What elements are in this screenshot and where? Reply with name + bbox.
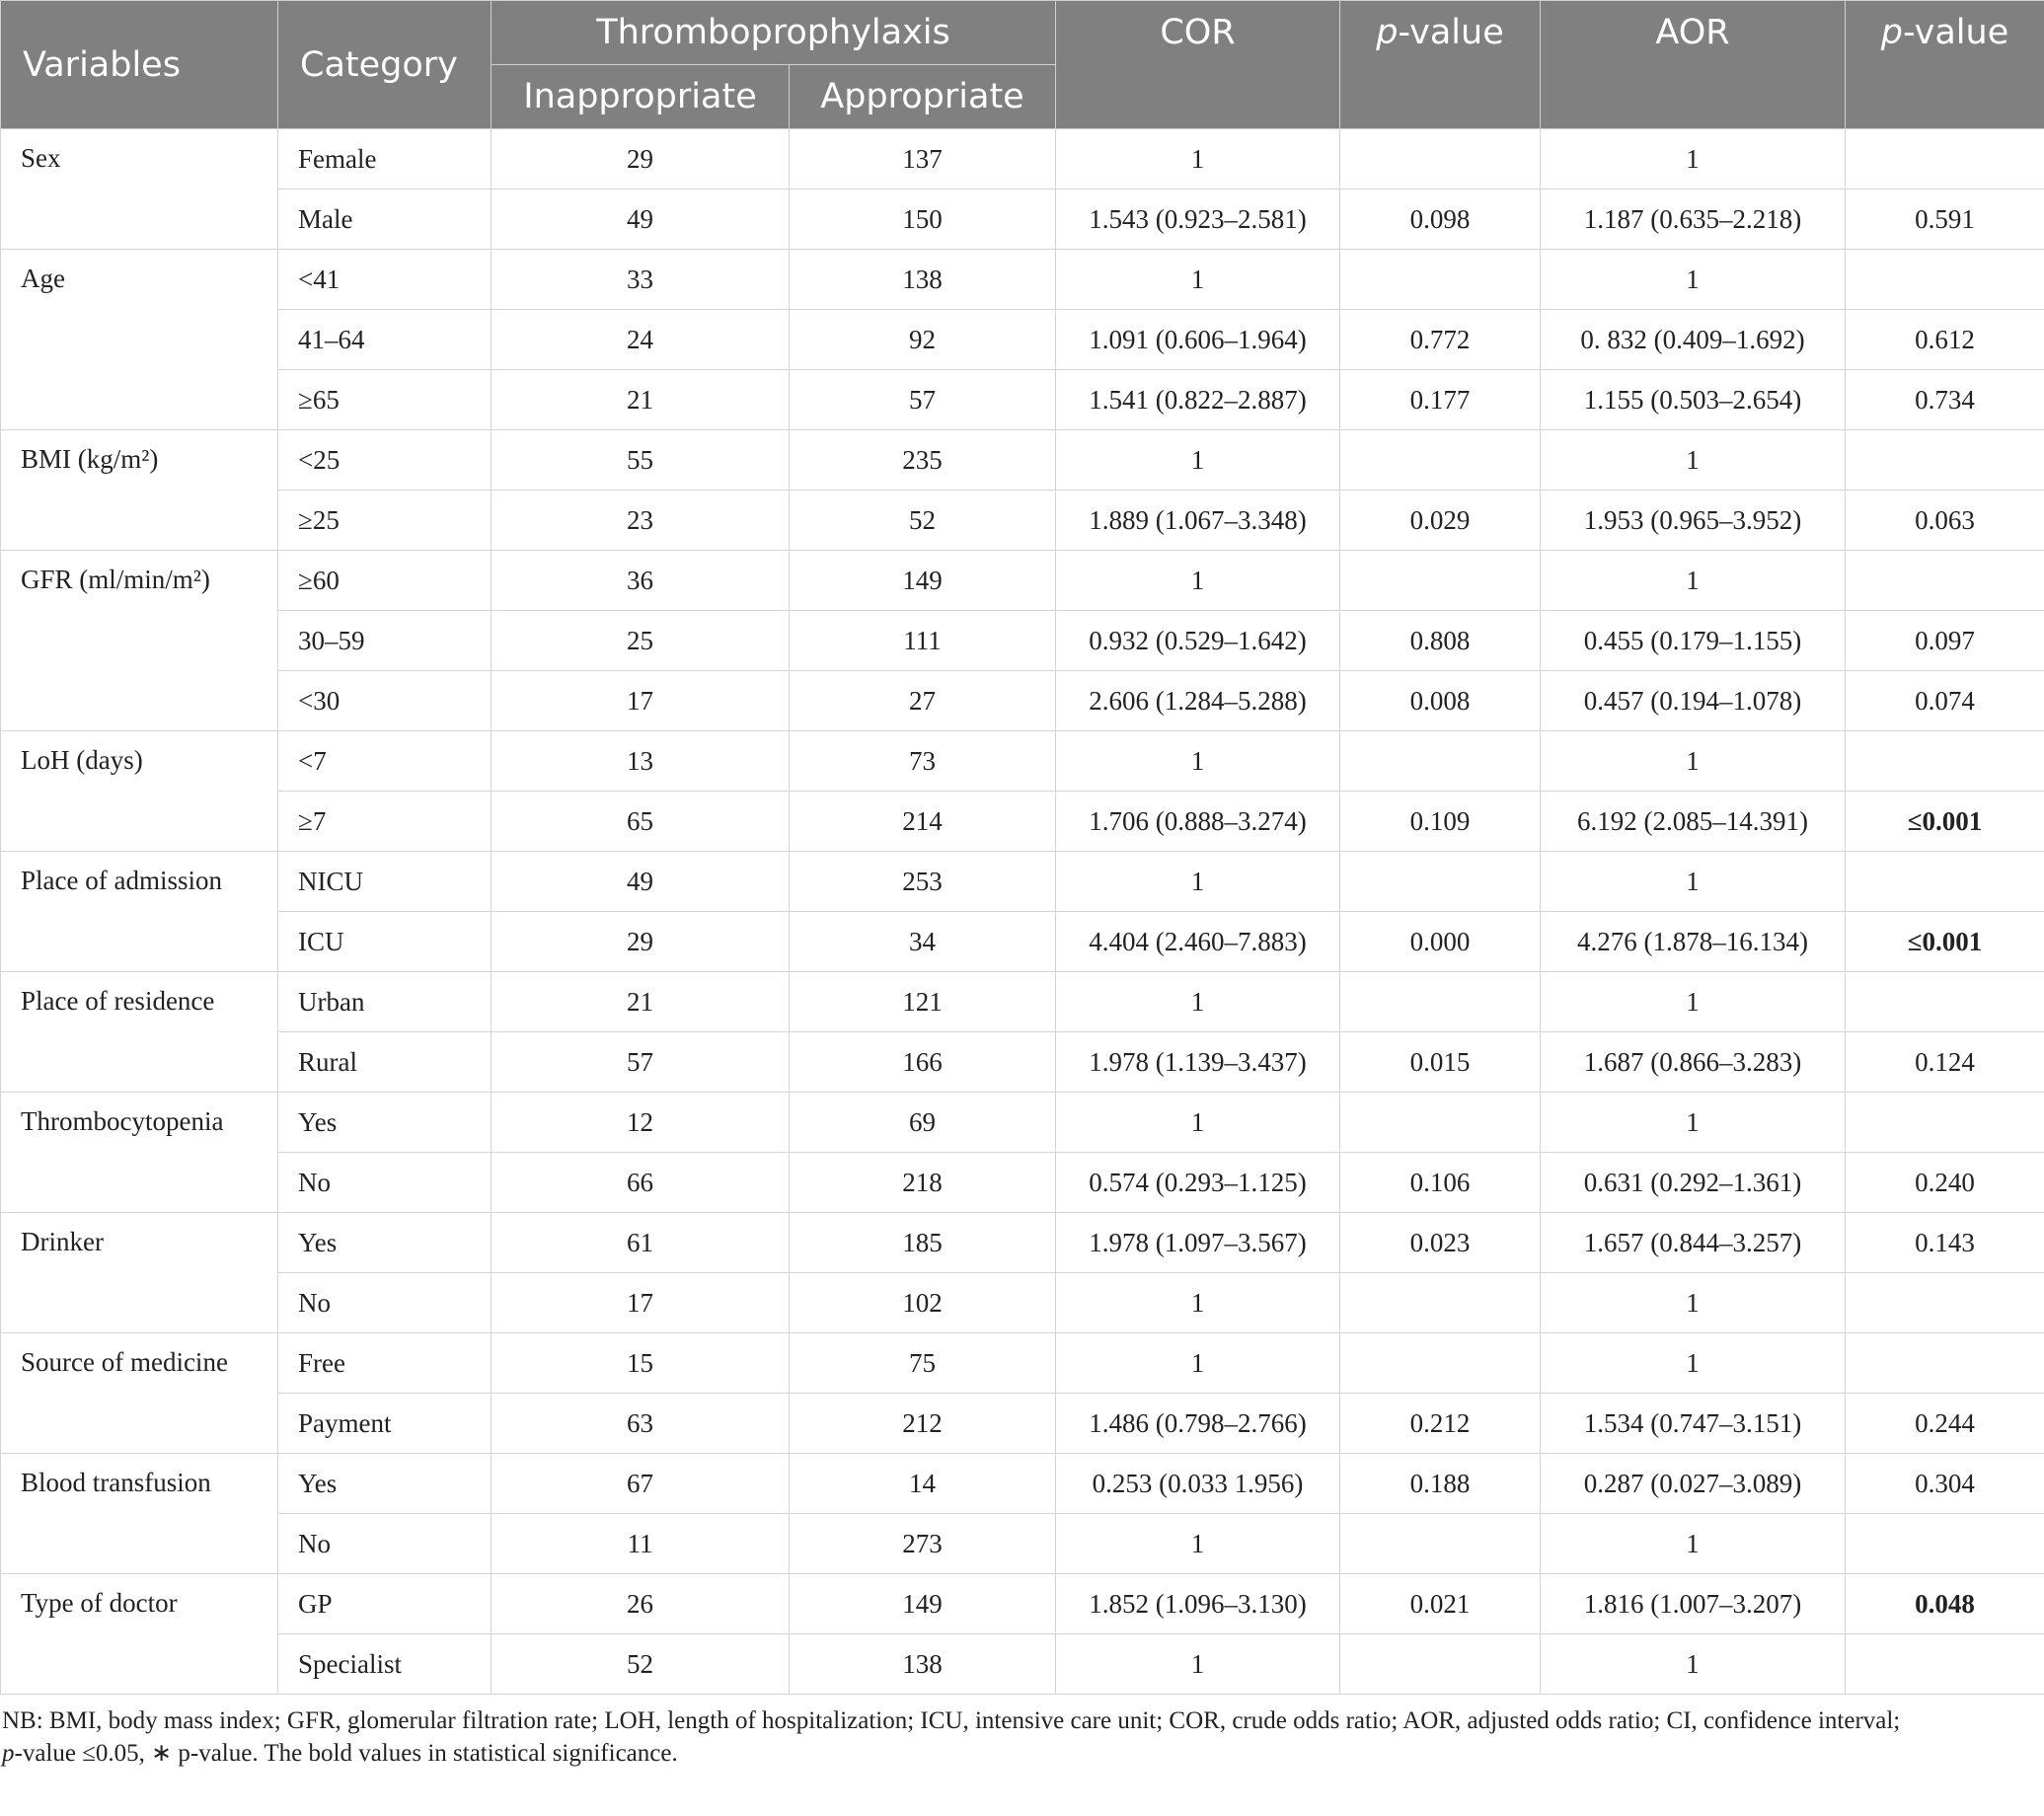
cor-cell: 1 bbox=[1056, 1093, 1340, 1153]
cor-p-value-cell bbox=[1340, 972, 1541, 1032]
appropriate-count-cell: 185 bbox=[790, 1213, 1056, 1273]
aor-cell: 0.287 (0.027–3.089) bbox=[1541, 1454, 1846, 1514]
category-cell: GP bbox=[278, 1574, 492, 1634]
variable-cell: Source of medicine bbox=[1, 1333, 278, 1454]
appropriate-count-cell: 102 bbox=[790, 1273, 1056, 1333]
aor-cell: 1.155 (0.503–2.654) bbox=[1541, 370, 1846, 430]
aor-cell: 1 bbox=[1541, 551, 1846, 611]
variable-cell: Sex bbox=[1, 129, 278, 250]
cor-cell: 1.543 (0.923–2.581) bbox=[1056, 189, 1340, 250]
inappropriate-count-cell: 13 bbox=[492, 731, 790, 792]
appropriate-count-cell: 214 bbox=[790, 792, 1056, 852]
cor-p-value-cell bbox=[1340, 1093, 1541, 1153]
category-cell: <30 bbox=[278, 671, 492, 731]
cor-cell: 1 bbox=[1056, 551, 1340, 611]
cor-cell: 1 bbox=[1056, 1514, 1340, 1574]
aor-p-value-cell bbox=[1846, 1333, 2044, 1394]
cor-cell: 1 bbox=[1056, 1634, 1340, 1695]
cor-cell: 1.978 (1.139–3.437) bbox=[1056, 1032, 1340, 1093]
inappropriate-count-cell: 52 bbox=[492, 1634, 790, 1695]
inappropriate-count-cell: 29 bbox=[492, 912, 790, 972]
inappropriate-count-cell: 63 bbox=[492, 1394, 790, 1454]
category-cell: Yes bbox=[278, 1213, 492, 1273]
aor-cell: 1 bbox=[1541, 972, 1846, 1032]
category-cell: ≥7 bbox=[278, 792, 492, 852]
category-cell: Rural bbox=[278, 1032, 492, 1093]
cor-cell: 1 bbox=[1056, 1333, 1340, 1394]
category-cell: No bbox=[278, 1273, 492, 1333]
inappropriate-count-cell: 17 bbox=[492, 1273, 790, 1333]
inappropriate-count-cell: 33 bbox=[492, 250, 790, 310]
appropriate-count-cell: 253 bbox=[790, 852, 1056, 912]
inappropriate-count-cell: 26 bbox=[492, 1574, 790, 1634]
cor-cell: 2.606 (1.284–5.288) bbox=[1056, 671, 1340, 731]
table-row bbox=[1, 731, 2044, 792]
header-aor: AOR bbox=[1541, 1, 1846, 129]
table-footnote bbox=[0, 1695, 2044, 1770]
variable-cell: Place of residence bbox=[1, 972, 278, 1093]
cor-cell: 1.978 (1.097–3.567) bbox=[1056, 1213, 1340, 1273]
inappropriate-count-cell: 15 bbox=[492, 1333, 790, 1394]
cor-cell: 1 bbox=[1056, 972, 1340, 1032]
appropriate-count-cell: 166 bbox=[790, 1032, 1056, 1093]
category-cell: ≥25 bbox=[278, 491, 492, 551]
cor-cell: 0.932 (0.529–1.642) bbox=[1056, 611, 1340, 671]
cor-p-value-cell bbox=[1340, 1514, 1541, 1574]
cor-cell: 1.486 (0.798–2.766) bbox=[1056, 1394, 1340, 1454]
category-cell: <7 bbox=[278, 731, 492, 792]
cor-p-value-cell bbox=[1340, 129, 1541, 189]
aor-cell: 1 bbox=[1541, 1093, 1846, 1153]
inappropriate-count-cell: 55 bbox=[492, 430, 790, 491]
aor-cell: 1 bbox=[1541, 1273, 1846, 1333]
aor-cell: 1 bbox=[1541, 129, 1846, 189]
aor-p-value-cell bbox=[1846, 1514, 2044, 1574]
table-row bbox=[1, 310, 2044, 370]
cor-cell: 1.852 (1.096–3.130) bbox=[1056, 1574, 1340, 1634]
aor-p-value-cell: 0.304 bbox=[1846, 1454, 2044, 1514]
inappropriate-count-cell: 67 bbox=[492, 1454, 790, 1514]
inappropriate-count-cell: 57 bbox=[492, 1032, 790, 1093]
variable-cell: GFR (ml/min/m²) bbox=[1, 551, 278, 731]
aor-cell: 1 bbox=[1541, 1634, 1846, 1695]
appropriate-count-cell: 121 bbox=[790, 972, 1056, 1032]
header-aor-p-value bbox=[1846, 1, 2044, 129]
cor-p-value-cell: 0.808 bbox=[1340, 611, 1541, 671]
cor-cell: 0.253 (0.033 1.956) bbox=[1056, 1454, 1340, 1514]
appropriate-count-cell: 27 bbox=[790, 671, 1056, 731]
variable-cell: Drinker bbox=[1, 1213, 278, 1333]
cor-p-value-cell bbox=[1340, 551, 1541, 611]
appropriate-count-cell: 75 bbox=[790, 1333, 1056, 1394]
table-row bbox=[1, 1574, 2044, 1634]
appropriate-count-cell: 73 bbox=[790, 731, 1056, 792]
inappropriate-count-cell: 21 bbox=[492, 370, 790, 430]
appropriate-count-cell: 52 bbox=[790, 491, 1056, 551]
cor-p-value-cell: 0.098 bbox=[1340, 189, 1541, 250]
aor-cell: 1 bbox=[1541, 430, 1846, 491]
table-row bbox=[1, 671, 2044, 731]
aor-cell: 1 bbox=[1541, 852, 1846, 912]
cor-cell: 0.574 (0.293–1.125) bbox=[1056, 1153, 1340, 1213]
cor-cell: 1 bbox=[1056, 1273, 1340, 1333]
appropriate-count-cell: 138 bbox=[790, 1634, 1056, 1695]
cor-p-value-cell bbox=[1340, 1273, 1541, 1333]
variable-cell: Type of doctor bbox=[1, 1574, 278, 1695]
table-row bbox=[1, 912, 2044, 972]
appropriate-count-cell: 235 bbox=[790, 430, 1056, 491]
header-cor: COR bbox=[1056, 1, 1340, 129]
table-row bbox=[1, 129, 2044, 189]
variable-cell: LoH (days) bbox=[1, 731, 278, 852]
appropriate-count-cell: 57 bbox=[790, 370, 1056, 430]
aor-p-value-cell: 0.244 bbox=[1846, 1394, 2044, 1454]
table-row bbox=[1, 1273, 2044, 1333]
aor-p-value-cell: 0.143 bbox=[1846, 1213, 2044, 1273]
table-row bbox=[1, 1514, 2044, 1574]
category-cell: 30–59 bbox=[278, 611, 492, 671]
aor-p-value-cell bbox=[1846, 731, 2044, 792]
aor-cell: 1.953 (0.965–3.952) bbox=[1541, 491, 1846, 551]
inappropriate-count-cell: 12 bbox=[492, 1093, 790, 1153]
cor-p-value-cell: 0.109 bbox=[1340, 792, 1541, 852]
footnote-p-italic: p bbox=[2, 1740, 15, 1767]
cor-p-value-cell: 0.772 bbox=[1340, 310, 1541, 370]
cor-p-value-cell: 0.021 bbox=[1340, 1574, 1541, 1634]
category-cell: ≥65 bbox=[278, 370, 492, 430]
table-row bbox=[1, 1093, 2044, 1153]
appropriate-count-cell: 138 bbox=[790, 250, 1056, 310]
table-row bbox=[1, 1394, 2044, 1454]
category-cell: <25 bbox=[278, 430, 492, 491]
aor-p-value-cell bbox=[1846, 430, 2044, 491]
header-appropriate: Appropriate bbox=[790, 65, 1056, 129]
aor-cell: 0. 832 (0.409–1.692) bbox=[1541, 310, 1846, 370]
aor-p-value-cell: ≤0.001 bbox=[1846, 912, 2044, 972]
category-cell: Yes bbox=[278, 1093, 492, 1153]
category-cell: Female bbox=[278, 129, 492, 189]
aor-cell: 4.276 (1.878–16.134) bbox=[1541, 912, 1846, 972]
cor-p-value-cell: 0.000 bbox=[1340, 912, 1541, 972]
category-cell: Yes bbox=[278, 1454, 492, 1514]
cor-p-value-cell: 0.106 bbox=[1340, 1153, 1541, 1213]
cor-cell: 1.889 (1.067–3.348) bbox=[1056, 491, 1340, 551]
header-aor-p-italic: p bbox=[1880, 13, 1903, 52]
aor-p-value-cell bbox=[1846, 551, 2044, 611]
aor-p-value-cell bbox=[1846, 1273, 2044, 1333]
table-body bbox=[1, 129, 2044, 1695]
appropriate-count-cell: 150 bbox=[790, 189, 1056, 250]
inappropriate-count-cell: 66 bbox=[492, 1153, 790, 1213]
category-cell: No bbox=[278, 1153, 492, 1213]
table-row bbox=[1, 250, 2044, 310]
table-row bbox=[1, 1454, 2044, 1514]
inappropriate-count-cell: 24 bbox=[492, 310, 790, 370]
aor-p-value-cell: ≤0.001 bbox=[1846, 792, 2044, 852]
aor-cell: 0.631 (0.292–1.361) bbox=[1541, 1153, 1846, 1213]
header-cor-p-value bbox=[1340, 1, 1541, 129]
cor-cell: 1 bbox=[1056, 430, 1340, 491]
table-row bbox=[1, 370, 2044, 430]
aor-p-value-cell: 0.240 bbox=[1846, 1153, 2044, 1213]
footnote-line-1: NB: BMI, body mass index; GFR, glomerular filtration rate; LOH, length of hospitalization; ICU, intensive care unit; COR, crude odds ratio; AOR, adjusted odds ratio; CI, confidence interval; bbox=[2, 1707, 1901, 1734]
aor-cell: 1.657 (0.844–3.257) bbox=[1541, 1213, 1846, 1273]
table-row bbox=[1, 491, 2044, 551]
cor-p-value-cell: 0.008 bbox=[1340, 671, 1541, 731]
appropriate-count-cell: 273 bbox=[790, 1514, 1056, 1574]
category-cell: NICU bbox=[278, 852, 492, 912]
aor-cell: 1 bbox=[1541, 731, 1846, 792]
table-row bbox=[1, 430, 2044, 491]
header-aor-p-rest: -value bbox=[1902, 13, 2009, 52]
appropriate-count-cell: 92 bbox=[790, 310, 1056, 370]
category-cell: <41 bbox=[278, 250, 492, 310]
cor-cell: 1 bbox=[1056, 731, 1340, 792]
cor-p-value-cell: 0.029 bbox=[1340, 491, 1541, 551]
table-header bbox=[1, 1, 2044, 129]
cor-p-value-cell bbox=[1340, 852, 1541, 912]
appropriate-count-cell: 14 bbox=[790, 1454, 1056, 1514]
aor-cell: 1.687 (0.866–3.283) bbox=[1541, 1032, 1846, 1093]
cor-p-value-cell bbox=[1340, 430, 1541, 491]
cor-p-value-cell bbox=[1340, 1333, 1541, 1394]
cor-p-value-cell bbox=[1340, 1634, 1541, 1695]
variable-cell: Age bbox=[1, 250, 278, 430]
aor-cell: 6.192 (2.085–14.391) bbox=[1541, 792, 1846, 852]
footnote-line-2: -value ≤0.05, ∗ p-value. The bold values in statistical significance. bbox=[14, 1740, 678, 1767]
variable-cell: BMI (kg/m²) bbox=[1, 430, 278, 551]
cor-cell: 1.091 (0.606–1.964) bbox=[1056, 310, 1340, 370]
inappropriate-count-cell: 29 bbox=[492, 129, 790, 189]
inappropriate-count-cell: 65 bbox=[492, 792, 790, 852]
cor-cell: 1 bbox=[1056, 852, 1340, 912]
header-thromboprophylaxis: Thromboprophylaxis bbox=[492, 1, 1056, 65]
appropriate-count-cell: 69 bbox=[790, 1093, 1056, 1153]
cor-p-value-cell: 0.188 bbox=[1340, 1454, 1541, 1514]
cor-cell: 1 bbox=[1056, 250, 1340, 310]
table-row bbox=[1, 611, 2044, 671]
table-row bbox=[1, 1213, 2044, 1273]
aor-cell: 1 bbox=[1541, 250, 1846, 310]
inappropriate-count-cell: 23 bbox=[492, 491, 790, 551]
table-row bbox=[1, 551, 2044, 611]
aor-p-value-cell bbox=[1846, 250, 2044, 310]
aor-p-value-cell: 0.612 bbox=[1846, 310, 2044, 370]
appropriate-count-cell: 218 bbox=[790, 1153, 1056, 1213]
appropriate-count-cell: 212 bbox=[790, 1394, 1056, 1454]
aor-cell: 1 bbox=[1541, 1514, 1846, 1574]
aor-p-value-cell: 0.063 bbox=[1846, 491, 2044, 551]
header-cor-p-rest: -value bbox=[1398, 13, 1504, 52]
cor-cell: 1.706 (0.888–3.274) bbox=[1056, 792, 1340, 852]
header-cor-p-italic: p bbox=[1376, 13, 1399, 52]
aor-p-value-cell: 0.048 bbox=[1846, 1574, 2044, 1634]
category-cell: Urban bbox=[278, 972, 492, 1032]
aor-p-value-cell: 0.097 bbox=[1846, 611, 2044, 671]
cor-p-value-cell: 0.177 bbox=[1340, 370, 1541, 430]
header-category: Category bbox=[278, 1, 492, 129]
aor-p-value-cell: 0.074 bbox=[1846, 671, 2044, 731]
appropriate-count-cell: 34 bbox=[790, 912, 1056, 972]
cor-p-value-cell bbox=[1340, 731, 1541, 792]
aor-p-value-cell: 0.734 bbox=[1846, 370, 2044, 430]
inappropriate-count-cell: 21 bbox=[492, 972, 790, 1032]
aor-cell: 1 bbox=[1541, 1333, 1846, 1394]
aor-p-value-cell: 0.124 bbox=[1846, 1032, 2044, 1093]
variable-cell: Thrombocytopenia bbox=[1, 1093, 278, 1213]
category-cell: ICU bbox=[278, 912, 492, 972]
category-cell: 41–64 bbox=[278, 310, 492, 370]
category-cell: Specialist bbox=[278, 1634, 492, 1695]
cor-cell: 1.541 (0.822–2.887) bbox=[1056, 370, 1340, 430]
cor-cell: 1 bbox=[1056, 129, 1340, 189]
aor-cell: 1.187 (0.635–2.218) bbox=[1541, 189, 1846, 250]
category-cell: Free bbox=[278, 1333, 492, 1394]
table-row bbox=[1, 1032, 2044, 1093]
appropriate-count-cell: 149 bbox=[790, 1574, 1056, 1634]
inappropriate-count-cell: 11 bbox=[492, 1514, 790, 1574]
cor-cell: 4.404 (2.460–7.883) bbox=[1056, 912, 1340, 972]
aor-p-value-cell bbox=[1846, 1093, 2044, 1153]
inappropriate-count-cell: 49 bbox=[492, 852, 790, 912]
table-row bbox=[1, 189, 2044, 250]
cor-p-value-cell bbox=[1340, 250, 1541, 310]
category-cell: No bbox=[278, 1514, 492, 1574]
table-row bbox=[1, 1634, 2044, 1695]
aor-cell: 0.455 (0.179–1.155) bbox=[1541, 611, 1846, 671]
header-variables: Variables bbox=[1, 1, 278, 129]
variable-cell: Place of admission bbox=[1, 852, 278, 972]
inappropriate-count-cell: 36 bbox=[492, 551, 790, 611]
inappropriate-count-cell: 17 bbox=[492, 671, 790, 731]
aor-p-value-cell bbox=[1846, 972, 2044, 1032]
table-row bbox=[1, 792, 2044, 852]
aor-p-value-cell bbox=[1846, 1634, 2044, 1695]
cor-p-value-cell: 0.015 bbox=[1340, 1032, 1541, 1093]
cor-p-value-cell: 0.212 bbox=[1340, 1394, 1541, 1454]
aor-p-value-cell: 0.591 bbox=[1846, 189, 2044, 250]
aor-cell: 0.457 (0.194–1.078) bbox=[1541, 671, 1846, 731]
category-cell: Male bbox=[278, 189, 492, 250]
aor-p-value-cell bbox=[1846, 129, 2044, 189]
appropriate-count-cell: 137 bbox=[790, 129, 1056, 189]
inappropriate-count-cell: 61 bbox=[492, 1213, 790, 1273]
appropriate-count-cell: 111 bbox=[790, 611, 1056, 671]
cor-p-value-cell: 0.023 bbox=[1340, 1213, 1541, 1273]
variable-cell: Blood transfusion bbox=[1, 1454, 278, 1574]
appropriate-count-cell: 149 bbox=[790, 551, 1056, 611]
table-row bbox=[1, 1333, 2044, 1394]
category-cell: Payment bbox=[278, 1394, 492, 1454]
aor-p-value-cell bbox=[1846, 852, 2044, 912]
header-inappropriate: Inappropriate bbox=[492, 65, 790, 129]
aor-cell: 1.534 (0.747–3.151) bbox=[1541, 1394, 1846, 1454]
table-row bbox=[1, 972, 2044, 1032]
table-row bbox=[1, 1153, 2044, 1213]
inappropriate-count-cell: 49 bbox=[492, 189, 790, 250]
aor-cell: 1.816 (1.007–3.207) bbox=[1541, 1574, 1846, 1634]
inappropriate-count-cell: 25 bbox=[492, 611, 790, 671]
category-cell: ≥60 bbox=[278, 551, 492, 611]
table-row bbox=[1, 852, 2044, 912]
